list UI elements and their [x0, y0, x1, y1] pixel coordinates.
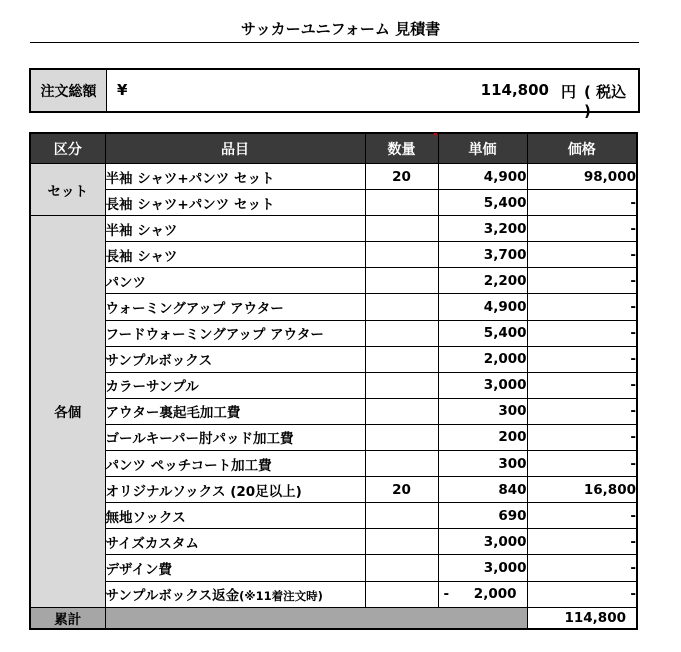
currency-unit: 円 — [561, 83, 577, 101]
item-price: - — [527, 555, 637, 581]
category-set: セット — [30, 164, 105, 216]
table-row — [30, 555, 637, 581]
table-row — [30, 268, 637, 294]
table-row — [30, 216, 637, 242]
item-unit-price-cell — [438, 581, 527, 607]
item-unit-price: 3,200 — [438, 216, 527, 242]
item-name-cell — [105, 581, 365, 607]
item-name: サンプルボックス返金 — [105, 588, 240, 605]
item-name: カラーサンプル — [105, 372, 365, 398]
total-spacer — [105, 607, 527, 629]
table-row — [30, 164, 637, 190]
item-name: パンツ ペッチコート加工費 — [105, 451, 365, 477]
table-row — [30, 372, 637, 398]
item-note: (※11着注文時) — [239, 589, 323, 604]
item-price: 98,000 — [527, 164, 637, 190]
item-name: サンプルボックス — [105, 346, 365, 372]
item-unit-price: 200 — [438, 424, 527, 450]
item-quantity — [365, 216, 438, 242]
item-price: - — [527, 451, 637, 477]
item-name: デザイン費 — [105, 555, 365, 581]
item-unit-price: 3,700 — [438, 242, 527, 268]
item-unit-price: 300 — [438, 398, 527, 424]
item-quantity — [365, 398, 438, 424]
order-total-box — [29, 68, 640, 120]
header-item: 品目 — [105, 133, 365, 164]
item-name: サイズカスタム — [105, 529, 365, 555]
item-quantity: 20 — [365, 477, 438, 503]
item-name: アウター裏起毛加工費 — [105, 398, 365, 424]
order-total-label: 注文総額 — [31, 70, 107, 111]
item-price: - — [527, 424, 637, 450]
item-price: - — [527, 294, 637, 320]
item-price: - — [527, 346, 637, 372]
item-quantity — [365, 346, 438, 372]
header-unit-price: 単価 — [438, 133, 527, 164]
item-name: パンツ — [105, 268, 365, 294]
category-each: 各個 — [30, 216, 105, 607]
table-row — [30, 529, 637, 555]
item-quantity — [365, 294, 438, 320]
table-row — [30, 242, 637, 268]
table-row — [30, 398, 637, 424]
item-quantity — [365, 372, 438, 398]
table-row — [30, 346, 637, 372]
item-price: - — [527, 581, 637, 607]
item-name: 無地ソックス — [105, 503, 365, 529]
item-name: 半袖 シャツ — [105, 216, 365, 242]
item-price: - — [527, 190, 637, 216]
item-name: 半袖 シャツ+パンツ セット — [105, 164, 365, 190]
item-price: - — [527, 529, 637, 555]
item-price: - — [527, 372, 637, 398]
item-quantity — [365, 268, 438, 294]
item-unit-price: 5,400 — [438, 190, 527, 216]
item-unit-price: 4,900 — [438, 294, 527, 320]
item-quantity — [365, 529, 438, 555]
total-label: 累計 — [30, 607, 105, 629]
comment-indicator-icon[interactable] — [433, 133, 437, 137]
item-price: - — [527, 320, 637, 346]
item-unit-price: 840 — [438, 477, 527, 503]
item-quantity — [365, 555, 438, 581]
item-name: 長袖 シャツ+パンツ セット — [105, 190, 365, 216]
item-unit-price: 300 — [438, 451, 527, 477]
table-row — [30, 477, 637, 503]
item-unit-price: 4,900 — [438, 164, 527, 190]
item-unit-price: 2,000 — [473, 586, 517, 603]
item-unit-price: 2,200 — [438, 268, 527, 294]
order-total-amount: 114,800 — [480, 81, 549, 99]
item-quantity — [365, 242, 438, 268]
item-price: - — [527, 268, 637, 294]
item-quantity — [365, 190, 438, 216]
item-price: - — [527, 242, 637, 268]
item-unit-price: 690 — [438, 503, 527, 529]
item-price: 16,800 — [527, 477, 637, 503]
header-price: 価格 — [527, 133, 637, 164]
item-name: ウォーミングアップ アウター — [105, 294, 365, 320]
negative-sign: - — [443, 586, 450, 603]
table-row — [30, 581, 637, 607]
item-quantity — [365, 451, 438, 477]
item-name: 長袖 シャツ — [105, 242, 365, 268]
item-price: - — [527, 503, 637, 529]
table-row — [30, 190, 637, 216]
item-unit-price: 3,000 — [438, 529, 527, 555]
document-title: サッカーユニフォーム 見積書 — [240, 20, 441, 38]
item-unit-price: 3,000 — [438, 372, 527, 398]
table-row — [30, 424, 637, 450]
item-quantity — [365, 424, 438, 450]
header-category: 区分 — [30, 133, 105, 164]
item-quantity — [365, 503, 438, 529]
tax-note: ( 税込 ) — [584, 83, 627, 120]
item-name: ゴールキーパー肘パッド加工費 — [105, 424, 365, 450]
item-price: - — [527, 398, 637, 424]
table-row — [30, 503, 637, 529]
item-unit-price: 2,000 — [438, 346, 527, 372]
item-quantity — [365, 581, 438, 607]
table-row — [30, 320, 637, 346]
total-value: 114,800 — [527, 607, 637, 629]
item-quantity: 20 — [365, 164, 438, 190]
item-unit-price: 5,400 — [438, 320, 527, 346]
table-header-row — [30, 133, 637, 164]
total-row — [30, 607, 637, 629]
item-price: - — [527, 216, 637, 242]
item-quantity — [365, 320, 438, 346]
item-unit-price: 3,000 — [438, 555, 527, 581]
title-underline — [30, 42, 639, 43]
item-name: オリジナルソックス (20足以上) — [105, 477, 365, 503]
estimate-table — [29, 132, 638, 630]
currency-symbol: ¥ — [117, 81, 128, 99]
table-row — [30, 451, 637, 477]
item-name: フードウォーミングアップ アウター — [105, 320, 365, 346]
table-row — [30, 294, 637, 320]
header-quantity: 数量 — [365, 133, 438, 164]
